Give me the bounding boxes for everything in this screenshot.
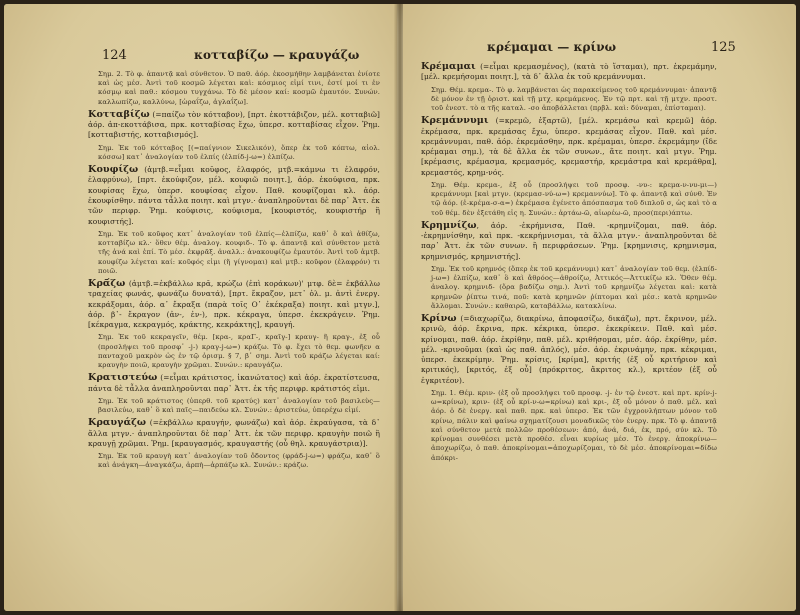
running-title: κοτταβίζω — κραυγάζω	[194, 48, 360, 62]
dictionary-entry	[421, 314, 717, 386]
entry-note: Σημ. Θέμ. κρεμα-. Τὸ φ. λαμβάνεται ὡς παρακείμενος τοῦ κρεμάννυμαι· ἀπαντᾷ δὲ μόνον ἐν τῇ ὁριστ. καὶ τῇ μτχ. κρεμάμενος. Ἐν τῷ πρτ. καὶ τῇ μτχν. προστ. τοῦ ἐνεστ. τὸ α τῆς καταλ. -σο ἀποβάλλεται (πρβλ. καὶ: δύναμαι, ἐπίσταμαι).	[431, 85, 717, 112]
entry-headword: Κρίνω	[421, 313, 457, 324]
dictionary-entry	[88, 279, 380, 330]
entry-body: (=εἶμαι κράτιστος, ἱκανώτατος) καὶ ἀόρ. ἐκρατίστευσα, πάντα δὲ τἆλλα ἀναπληροῦνται παρ᾽ Ἀττ. ἐκ τῆς περιφρ. κράτιστός εἰμι.	[88, 373, 380, 393]
entry-note: Σημ. Ἐκ τοῦ κοῦφος κατ᾽ ἀναλογίαν τοῦ ἐλπίς—ἐλπίζω, καθ᾽ ὃ καὶ ἀθίζω, κοτταβίζω κλ.· ὅθεν θέμ. ἀναλογ. κουφιδ-. Τὸ φ. ἀπαντᾷ καὶ σύνθετον μετὰ τῆς ἀνά καὶ ἐπί. Τὸ μέσ. ἐκφρᾶξ. ἀναλλ.: ἀνακουφίζω ἐμαυτόν. Ἀντὶ τοῦ ἀμτβ. κουφίζω λέγεται καί: κοῦφός εἰμι (ἢ γίγνομαι) καὶ μτβ.: κοῦφον (ἐλαφρόν) τι ποιῶ.	[98, 229, 380, 275]
entry-headword: Κρατιστεύω	[88, 372, 158, 384]
entry-note: Σημ. Ἐκ τοῦ κότταβος [(=παίγνιον Σικελικόν), ὅπερ ἐκ τοῦ κόπτω, αἰολ. κόσσω] κατ᾽ ἀναλογίαν τοῦ ἐλπίς (ἐλπίδ-j-ω=) ἐλπίζω.	[98, 143, 380, 161]
entry-body: , ἀόρ. -ἐκρήμνισα, Παθ. -κρημνίζομαι, παθ. ἀόρ. -ἐκρημνίσθην, καὶ πρκ. -κεκρήμνισμαι, τὰ ἄλλα μτγν.· ἀναπληροῦνται δὲ παρ᾽ Ἀττ. ἐκ τῶν συνων. ἢ περιφράσεων. Ῥημ. [κρημνισις, κρημνισμα, κρημνισμός, κρημνιστής].	[421, 220, 717, 261]
entry-headword: Κρέμαμαι	[421, 61, 476, 72]
entry-body: (=διαχωρίζω, διακρίνω, ἀποφασίζω, δικάζω), πρτ. ἔκρινον, μέλ. κρινῶ, ἀόρ. ἔκρινα, πρκ. κέκρικα, ὑπερσ. ἐκεκρίκειν. Παθ. καὶ μέσ. κρίνομαι, παθ. ἀόρ. ἐκρίθην, παθ. μέλ. κριθήσομαι, μέσ. ἀόρ. ἐκρίθην, μέσ. μέλ. -κρινοῦμαι (καὶ ὡς παθ. ἁπλός), μέσ. ἀόρ. ἐκρινάμην, πρκ. κέκριμαι, ὑπερσ. ἐκεκρίμην. Ῥημ. κρίσις, [κρίμα], κριτής (ἐξ οὗ κριτήριον καὶ κριτικός), [κριτός, ἐξ οὗ] (πρόκριτος, ἄκριτος κλ.), κριτέον (ἐξ οὗ ἐγκριτέον).	[421, 314, 717, 385]
entry-note: Σημ. Ἐκ τοῦ κραυγὴ κατ᾽ ἀναλογίαν τοῦ ὄδοντος (φράδ-j-ω=) φράζω, καθ᾽ ὃ καὶ ἀνάγκη—ἀναγκάζω, ἁρπὴ—ἁρπάζω κλ. Συνών.: κράζω.	[98, 452, 380, 470]
entry-headword: Κοτταβίζω	[88, 108, 150, 120]
dictionary-entry	[421, 116, 717, 178]
entry-body: (=παίζω τὸν κότταβον), [πρτ. ἐκοττάβιζον, μέλ. κοτταβιῶ] ἀόρ. ἀπ-εκοττάβισα, πρκ. κοτταβίσας ἔχω, ὑπερσ. κοτταβίσας εἶχον. Ῥημ. [κοτταβιστής, κοτταβισμός].	[88, 109, 380, 140]
entry-note: Σημ. Θέμ. κρεμα-, ἐξ οὗ (προσλήψει τοῦ προσφ. -νυ-: κρεμα-ν-νυ-μι—) κρεμάννυμι [καὶ μτγν. (κρεμασ-νύ-ω=) κρεμαννύω]. Τὸ φ. ἀπαντᾷ καὶ σύνθ. Ἐν τῷ ἀόρ. (ἐ-κρέμα-σ-α=) ἐκρέμασα ἐγένετο ἀπόσπασμα τοῦ διπλοῦ σ, ὡς καὶ τὸ α τοῦ θέμ. δὲν ἐξετάθη εἰς η. Συνών.: ἀρτάω-ῶ, αἰωρέω-ῶ, προσ(περι)άπτω.	[431, 180, 717, 217]
entry-body: (=ἐκβάλλω κραυγήν, φωνάζω) καὶ ἀόρ. ἐκραύγασα, τὰ δ᾽ ἄλλα μτγν.· ἀναπληροῦνται δὲ παρ᾽ Ἀττ. ἐκ τῶν περιφρ. κραυγὴν ποιῶ ἢ κραυγῇ χρῶμαι. Ῥημ. [κραυγασμός, κραυγαστής (οὗ θηλ. κραυγάστρια)].	[88, 418, 380, 448]
dictionary-entry	[88, 165, 380, 227]
entry-body: (ἀμτβ.=εἶμαι κοῦφος, ἐλαφρός, μτβ.=κάμνω τι ἐλαφρόν, ἐλαφρύνω), [πρτ. ἐκούφιζον, μέλ. κουφιῶ ποιητ.], ἀόρ. ἐκούφισα, πρκ. κουφίσας ἔχω, ὑπερσ. κουφίσας εἶχον. Παθ. κουφίζομαι κλ. ἀόρ. ἐκουφίσθην. πάντα τἆλλα ποιητ. καὶ μτγν.· ἀναπληροῦνται δὲ παρ᾽ Ἀττ. ἐκ τῶν περιφρ. Ῥημ. κούφισις, κούφισμα, [κουφιστός, κουφιστήρ ἢ κουφιστής].	[88, 165, 380, 226]
entry-body: (=εἶμαι κρεμασμένος), (κατὰ τὸ ἵσταμαι), πρτ. ἐκρεμάμην, [μέλ. κρεμήσομαι ποιητ.], τὰ δ᾽ ἄλλα ἐκ τοῦ κρεμάννυμαι.	[421, 62, 717, 82]
entry-note: Σημ. 1. Θέμ. κριν- (ἐξ οὗ προσλήψει τοῦ προσφ. -j- ἐν τῷ ἐνεστ. καὶ πρτ. κρίν-j-ω=κρίνω), κριν- (ἐξ οὗ κρί-ν-ω=κρίνω) καὶ κρι-, ἐξ οὗ μόνον ὁ παθ. μέλ. καὶ ἀόρ. ὁ δὲ ἐνεργ. καὶ παθ. πρκ. καὶ ὑπερσ. Ἐκ τῶν ἐγχρονλήπτων μόνον τοῦ κρίνω, πάλιν καὶ φαίνω σχηματίζουσι μοναδικῶς τὸν ἐνεργ. πρκ. Τὸ φ. ἀπαντᾷ καὶ σύνθετον μετὰ πολλῶν προθέσεων: ἀπό, ἀνά, διά, ἐκ, πρό, σύν κλ. Τὸ κρίνομαι συνθέσει μετὰ προθέσ. εἶναι κυρίως μέσ. Τὸ ἐνεργ. ἀποκρίνω—ἀποχωρίζω, ὁ παθ. ἀποκρίνομαι=ἀποχωρίζομαι, τὸ δὲ μέσ. ἀποκρίνομαι=δίδω ἀπόκρι-	[431, 389, 717, 462]
entry-headword: Κραυγάζω	[88, 417, 147, 429]
entry-note: Σημ. Ἐκ τοῦ κρημνός (ὅπερ ἐκ τοῦ κρεμάννυμι) κατ᾽ ἀναλογίαν τοῦ θεμ. (ἐλπίδ-j-ω=) ἐλπίζω, καθ᾽ ὃ καὶ ἄθρόος—ἀθροίζω, Ἀττικός—Ἀττικίζω κλ. Ὅθεν θέμ. ἀναλογ. κρημνιδ- (ὅρα βαδίζω σημ.). Ἀντὶ τοῦ κρημνίζω λέγεται καὶ: κατὰ κρημνῶν ῥίπτω τινά, ποῦ: κατὰ κρημνῶν ῥίπτομαι καὶ μέσ.: κατὰ κρημνῶν ἄλλομαι. Συνών.: καθαιρῶ, καταβάλλω, κατακλίνω.	[431, 264, 717, 310]
right-page	[403, 4, 796, 611]
entry-body: (=κρεμῶ, ἐξαρτῶ), [μέλ. κρεμάσω καὶ κρεμῶ] ἀόρ. ἐκρέμασα, πρκ. κρεμάσας ἔχω, ὑπερσ. κρεμάσας εἶχον. Παθ. καὶ μέσ. κρεμάννυμαι, παθ. ἀόρ. ἐκρεμάσθην, πρκ. κρέμαμαι, ὑπερσ. ἐκρεμάμην (ἴδε κρέμαμαι σημ.), τὰ δὲ ἄλλα ἐκ τῶν συνων., ἅτε ποιητ. καὶ μτγν. Ῥημ. [κρέμασις, κρέμασμα, κρεμασμός, κρεμαστήρ, κρεμάστρα καὶ κρεμάθρα], κρεμαστός, κρημ-νός.	[421, 116, 717, 177]
dictionary-entry	[421, 62, 717, 83]
entry-note: Σημ. 2. Τὸ φ. ἀπαντᾷ καὶ σύνθετον. Ὁ παθ. ἀόρ. ἐκοσμήθην λαμβάνεται ἐνίοτε καὶ ὡς μέσ. Ἀντὶ τοῦ κοσμῶ λέγεται καὶ: κόσμιος εἰμί τινι, ἐστί μοί τι ἐν κόσμῳ καὶ παθ.: κόσμου τυγχάνω. Τὸ δὲ μέσον καί: κοσμῶ ἐμαυτόν. Συνών. καλλωπίζω, καλλύνω, [ὡραΐζω, ἀγλαΐζω].	[98, 70, 380, 106]
entry-headword: Κουφίζω	[88, 164, 139, 176]
entry-headword: Κρεμάννυμι	[421, 115, 489, 127]
entry-note: Σημ. Ἐκ τοῦ κράτιστος (ὑπερθ. τοῦ κρατύς) κατ᾽ ἀναλογίαν τοῦ βασιλεὺς—βασιλεύω, καθ᾽ ὃ καὶ παῖς—παιδεύω κλ. Συνών.: ἀριστεύω, ὑπερέχω εἰμί.	[98, 396, 380, 414]
book-spread	[4, 4, 796, 611]
dictionary-entry	[88, 110, 380, 141]
entry-headword: Κρᾱ́ζω	[88, 277, 126, 289]
dictionary-entry	[88, 418, 380, 449]
entry-note: Σημ. Ἐκ τοῦ κεκραγεῖν, θέμ. [κρα-, κραΓ-, κραῖγ-] κραυγ- ἢ κραγ-, ἐξ οὗ (προσλήψει τοῦ προσφ᾽ -j-) κραγ-j-ω=) κράζω. Τὸ φ. ἔχει τὸ θεμ. φωνῆεν α πανταχοῦ μακρὸν ὡς ἐν τῷ ὀρισμ. § 7, β᾽ σημ. Ἀντὶ τοῦ κράζω λέγεται καί: κραυγὴν ποιῶ, κραυγὴν χρῶμαι. Συνών.: κραυγάζω.	[98, 333, 380, 369]
dictionary-entry	[421, 221, 717, 262]
running-title: κρέμαμαι — κρίνω	[487, 40, 616, 54]
dictionary-entry	[88, 373, 380, 394]
entry-body: (ἀμτβ.=ἐκβάλλω κρᾶ, κρώζω (ἐπὶ κοράκων)' μτφ. δὲ= ἐκβάλλω τραχείας φωνάς, φωνάζω δυνατά), [πρτ. ἔκραζον, μετ᾽ ὀλ. μ. ἀντὶ ἐνεργ. κεκράξομαι, ἀόρ. α᾽ ἔκραξα (παρὰ τοῖς Ο᾽ ἐκέκραξα) ποιητ. καὶ μτγν.], ἀόρ. β᾽- ἔκραγον (ἀν-, ἐν-), πρκ. κέκραγα, ὑπερσ. ἐκεκράγειν. Ῥημ. [κέκραγμα, κεκραγμός, κράκτης, κεκράκτης], κραυγή.	[88, 278, 380, 330]
left-column	[88, 70, 380, 474]
page-number: 124	[102, 48, 127, 63]
entry-headword: Κρημνίζω	[421, 219, 477, 231]
page-number: 125	[711, 40, 736, 55]
right-column	[421, 62, 717, 466]
left-page	[4, 4, 397, 611]
